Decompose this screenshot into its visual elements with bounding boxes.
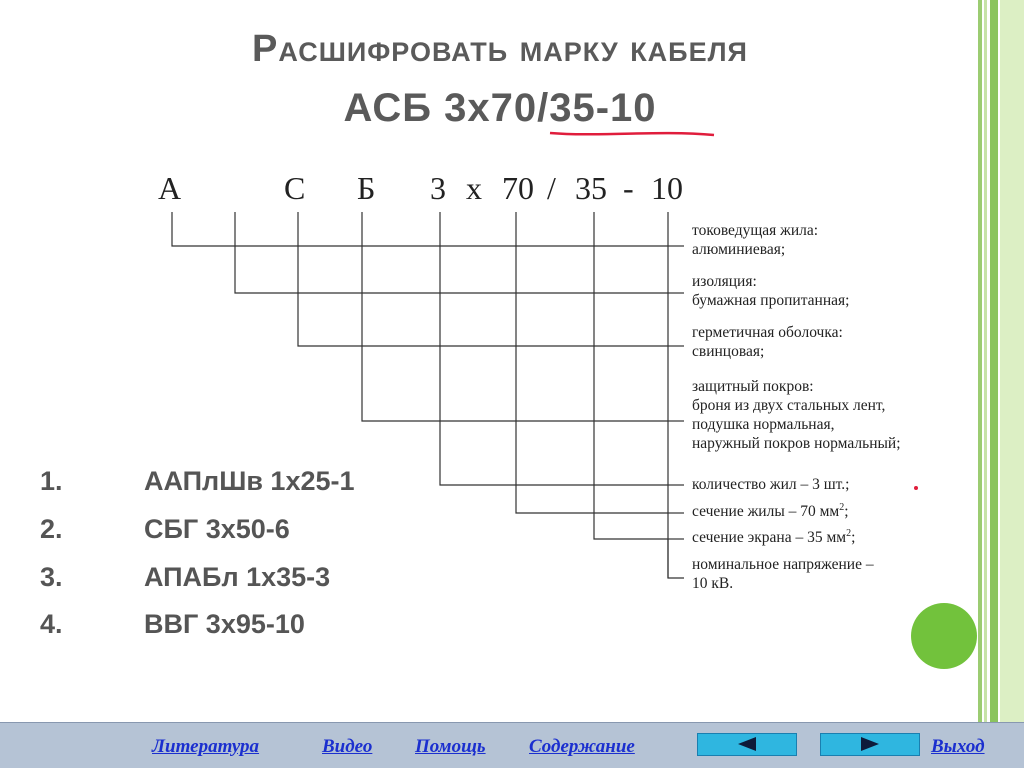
code-dash: -: [623, 170, 634, 206]
code-letter-a: А: [158, 170, 182, 206]
next-slide-button[interactable]: [820, 733, 920, 756]
cable-code-title: АСБ 3х70/35-10: [343, 86, 657, 130]
desc-protective-cover: защитный покров: броня из двух стальных лент, подушка нормальная, наружный покров нормальный;: [692, 378, 901, 452]
code-letter-b: Б: [357, 170, 376, 206]
list-item: 1. ААПлШв 1х25-1: [40, 466, 355, 496]
desc-insulation: изоляция: бумажная пропитанная;: [692, 273, 850, 309]
code-letter-s: С: [284, 170, 306, 206]
triangle-right-icon: [859, 737, 881, 751]
green-circle-decoration: [911, 603, 977, 669]
desc-core-section: сечение жилы – 70 $мм^2$;: [692, 502, 849, 521]
code-core-section: 70: [502, 170, 534, 206]
red-dot-mark: [914, 486, 918, 490]
code-cores-count: 3: [430, 170, 446, 206]
desc-sheath: герметичная оболочка: свинцовая;: [692, 324, 843, 360]
code-screen-section: 35: [575, 170, 607, 206]
code-times: х: [466, 170, 482, 206]
triangle-left-icon: [736, 737, 758, 751]
code-slash: /: [547, 170, 556, 206]
exit-link[interactable]: Выход: [931, 736, 985, 757]
contents-link[interactable]: Содержание: [529, 736, 635, 757]
desc-conductor: токоведущая жила: алюминиевая;: [692, 222, 819, 258]
desc-voltage: номинальное напряжение – 10 кВ.: [692, 556, 874, 592]
slide-title: Расшифровать марку кабеля: [252, 28, 748, 70]
list-item: 3. АПАБл 1х35-3: [40, 562, 331, 592]
list-item: 2. СБГ 3х50-6: [40, 514, 290, 544]
literature-link[interactable]: Литература: [152, 736, 260, 757]
video-link[interactable]: Видео: [322, 736, 373, 757]
code-voltage: 10: [651, 170, 683, 206]
desc-core-count: количество жил – 3 шт.;: [692, 476, 850, 493]
desc-screen-section: сечение экрана – 35 $мм^2$;: [692, 528, 856, 547]
prev-slide-button[interactable]: [697, 733, 797, 756]
list-item: 4. ВВГ 3х95-10: [40, 609, 305, 639]
help-link[interactable]: Помощь: [415, 736, 486, 757]
